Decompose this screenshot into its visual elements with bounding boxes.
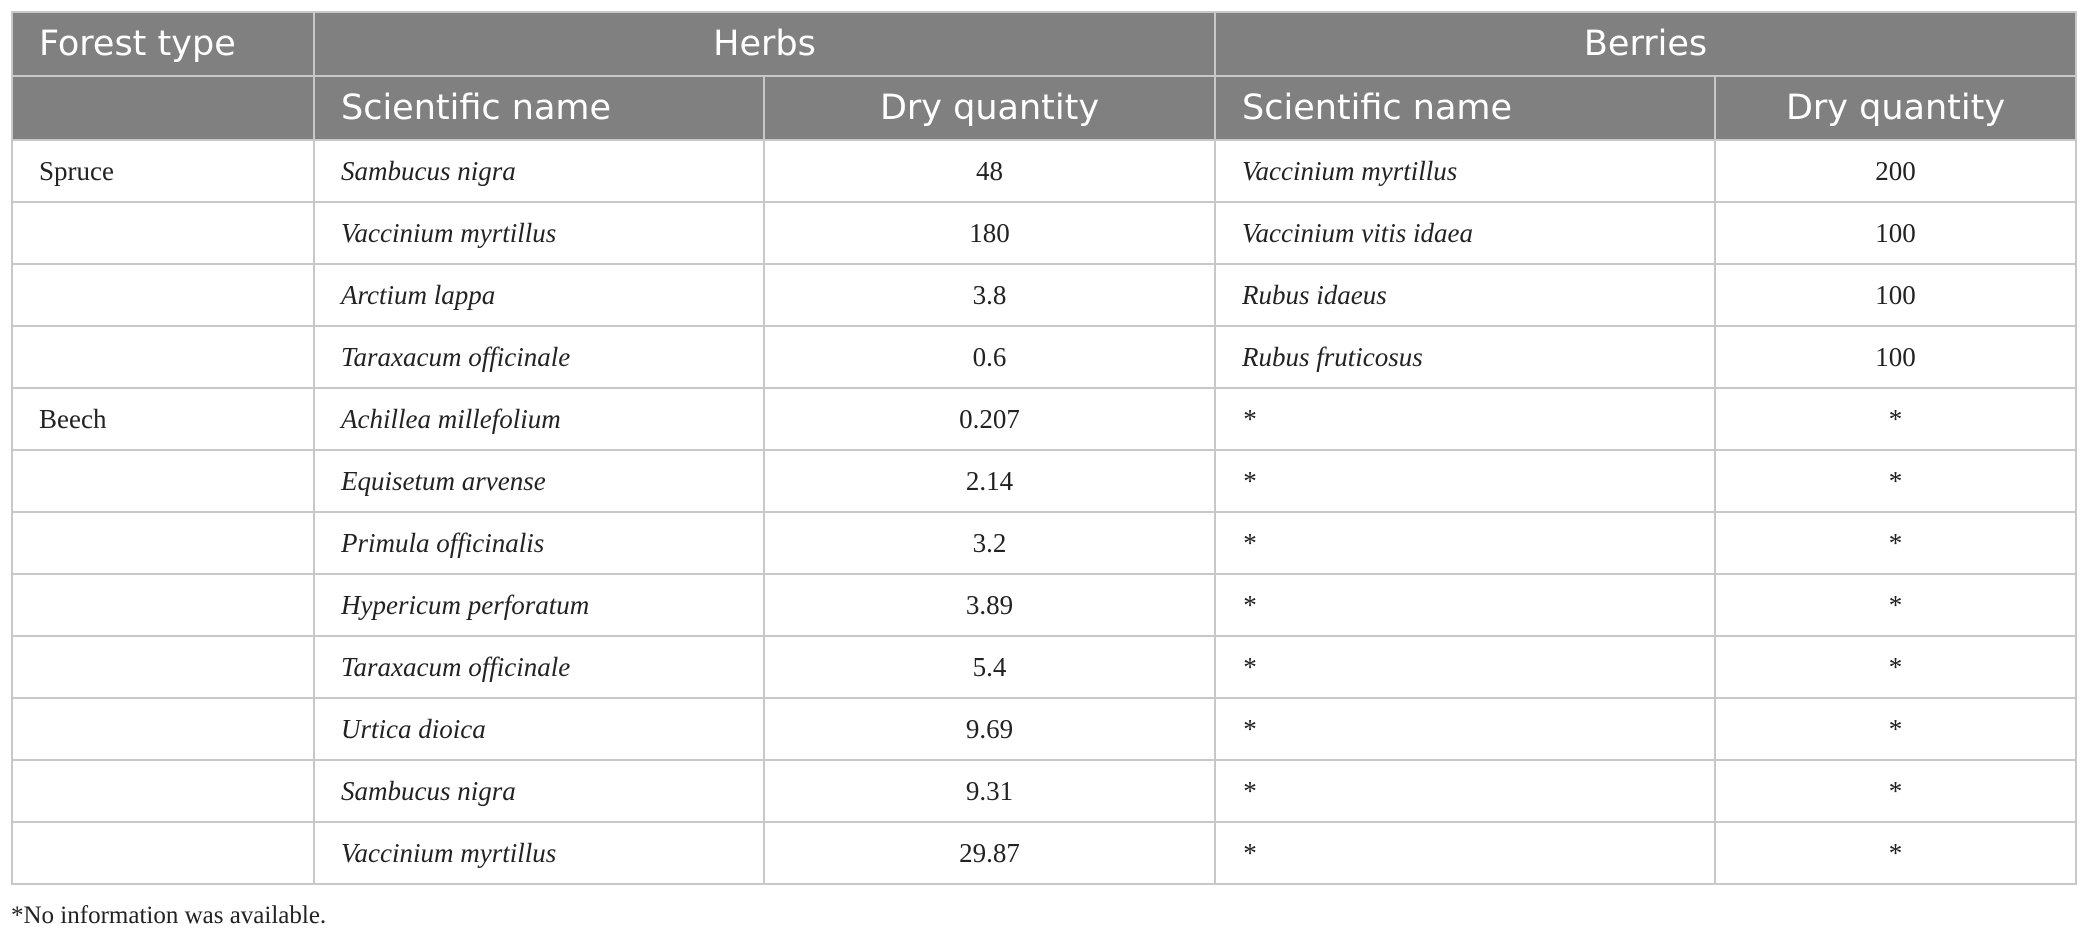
table-footnote: *No information was available. — [11, 902, 327, 929]
table-row — [12, 326, 2076, 388]
header-empty — [12, 76, 314, 140]
table-row — [12, 388, 2076, 450]
berry-quantity-cell: * — [1715, 760, 2076, 822]
berry-name-cell: * — [1215, 388, 1715, 450]
herb-quantity-cell: 0.207 — [764, 388, 1215, 450]
berry-name-cell: * — [1215, 822, 1715, 884]
herb-quantity-cell: 48 — [764, 140, 1215, 202]
header-row-groups — [12, 12, 2076, 76]
herb-name-cell: Primula officinalis — [314, 512, 764, 574]
header-row-subcolumns — [12, 76, 2076, 140]
forest-type-cell — [12, 512, 314, 574]
berry-name-cell: * — [1215, 636, 1715, 698]
berry-quantity-cell: 100 — [1715, 326, 2076, 388]
table-row — [12, 636, 2076, 698]
berry-quantity-cell: * — [1715, 636, 2076, 698]
table-row — [12, 512, 2076, 574]
table-row — [12, 698, 2076, 760]
berry-name-cell: * — [1215, 450, 1715, 512]
table-row — [12, 574, 2076, 636]
herb-quantity-cell: 3.89 — [764, 574, 1215, 636]
header-berries: Berries — [1215, 12, 2076, 76]
herb-quantity-cell: 3.8 — [764, 264, 1215, 326]
herb-quantity-cell: 9.31 — [764, 760, 1215, 822]
table-body — [12, 140, 2076, 884]
header-herbs-scientific-name: Scientific name — [314, 76, 764, 140]
berry-name-cell: Rubus idaeus — [1215, 264, 1715, 326]
forest-type-cell — [12, 202, 314, 264]
berry-name-cell: * — [1215, 698, 1715, 760]
herb-name-cell: Vaccinium myrtillus — [314, 202, 764, 264]
header-berries-dry-quantity: Dry quantity — [1715, 76, 2076, 140]
berry-quantity-cell: * — [1715, 822, 2076, 884]
herb-name-cell: Hypericum perforatum — [314, 574, 764, 636]
herb-name-cell: Taraxacum officinale — [314, 326, 764, 388]
berry-quantity-cell: * — [1715, 388, 2076, 450]
herb-name-cell: Urtica dioica — [314, 698, 764, 760]
berry-quantity-cell: 100 — [1715, 264, 2076, 326]
herb-quantity-cell: 180 — [764, 202, 1215, 264]
berry-name-cell: Vaccinium vitis idaea — [1215, 202, 1715, 264]
herb-quantity-cell: 29.87 — [764, 822, 1215, 884]
herb-quantity-cell: 9.69 — [764, 698, 1215, 760]
berry-quantity-cell: * — [1715, 574, 2076, 636]
berry-name-cell: Vaccinium myrtillus — [1215, 140, 1715, 202]
forest-type-cell — [12, 264, 314, 326]
forest-type-cell — [12, 698, 314, 760]
herb-quantity-cell: 3.2 — [764, 512, 1215, 574]
berry-quantity-cell: * — [1715, 698, 2076, 760]
herb-name-cell: Achillea millefolium — [314, 388, 764, 450]
herb-name-cell: Equisetum arvense — [314, 450, 764, 512]
header-herbs-dry-quantity: Dry quantity — [764, 76, 1215, 140]
herb-quantity-cell: 0.6 — [764, 326, 1215, 388]
herb-name-cell: Vaccinium myrtillus — [314, 822, 764, 884]
forest-type-cell — [12, 450, 314, 512]
data-table-container — [11, 11, 2075, 885]
herb-name-cell: Sambucus nigra — [314, 140, 764, 202]
berry-quantity-cell: 200 — [1715, 140, 2076, 202]
table-row — [12, 140, 2076, 202]
herb-quantity-cell: 2.14 — [764, 450, 1215, 512]
forest-type-cell — [12, 326, 314, 388]
header-forest-type: Forest type — [12, 12, 314, 76]
herb-name-cell: Sambucus nigra — [314, 760, 764, 822]
berry-quantity-cell: * — [1715, 512, 2076, 574]
berry-name-cell: * — [1215, 512, 1715, 574]
herb-name-cell: Taraxacum officinale — [314, 636, 764, 698]
forest-herbs-berries-table — [11, 11, 2077, 885]
forest-type-cell: Beech — [12, 388, 314, 450]
forest-type-cell — [12, 574, 314, 636]
berry-name-cell: * — [1215, 574, 1715, 636]
forest-type-cell — [12, 760, 314, 822]
forest-type-cell — [12, 822, 314, 884]
herb-name-cell: Arctium lappa — [314, 264, 764, 326]
herb-quantity-cell: 5.4 — [764, 636, 1215, 698]
forest-type-cell: Spruce — [12, 140, 314, 202]
table-row — [12, 822, 2076, 884]
table-header — [12, 12, 2076, 140]
berry-name-cell: * — [1215, 760, 1715, 822]
table-row — [12, 760, 2076, 822]
header-herbs: Herbs — [314, 12, 1215, 76]
table-row — [12, 202, 2076, 264]
header-berries-scientific-name: Scientific name — [1215, 76, 1715, 140]
berry-quantity-cell: 100 — [1715, 202, 2076, 264]
berry-quantity-cell: * — [1715, 450, 2076, 512]
berry-name-cell: Rubus fruticosus — [1215, 326, 1715, 388]
forest-type-cell — [12, 636, 314, 698]
table-row — [12, 264, 2076, 326]
table-row — [12, 450, 2076, 512]
